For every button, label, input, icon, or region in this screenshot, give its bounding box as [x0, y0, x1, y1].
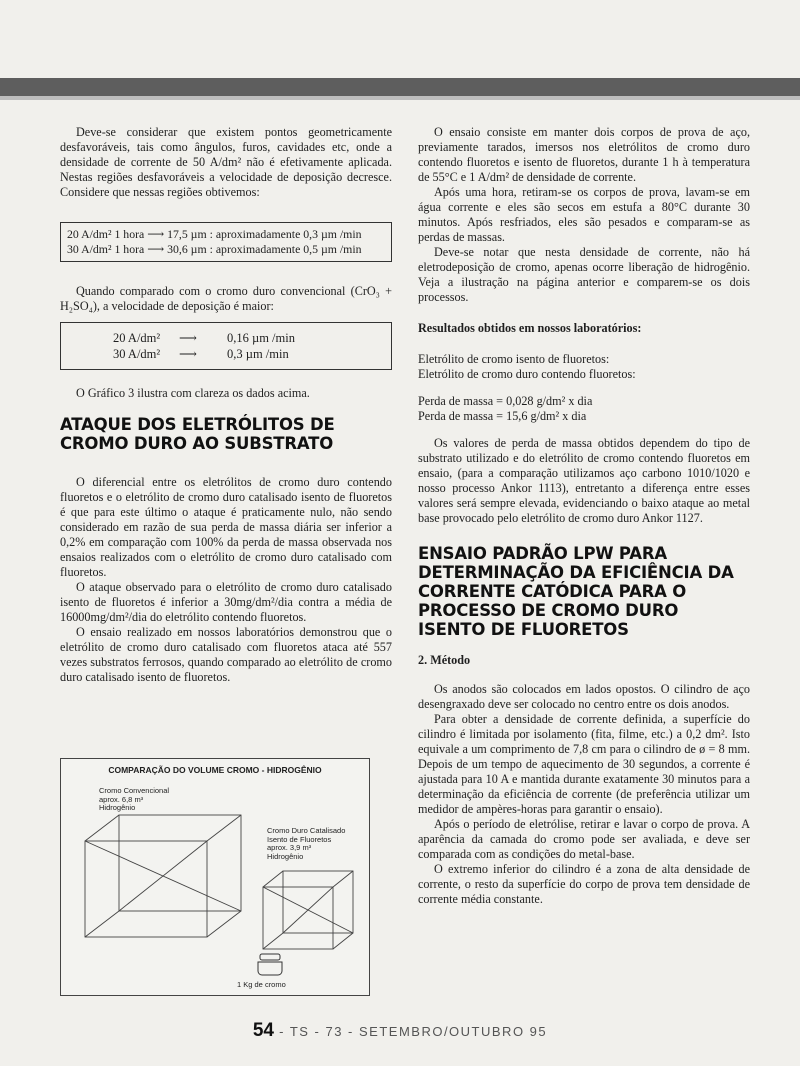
chromium-jar-icon: [258, 954, 282, 975]
paragraph: O ataque observado para o eletrólito de cromo duro catalisado isento de fluoretos é inferior a 30mg/dm²/dia contra a média de 16000mg/dm²/dia do eletrólito contendo fluoretos.: [60, 580, 392, 624]
current-density: 20 A/dm²: [113, 331, 161, 345]
paragraph: Quando comparado com o cromo duro convencional (CrO₃ + H₂SO₄), a velocidade de deposição é maior:: [60, 284, 392, 313]
result-line: Eletrólito de cromo isento de fluoretos:: [418, 352, 610, 366]
label-line: Cromo Duro Catalisado: [267, 826, 346, 835]
subheading: 2. Método: [418, 653, 471, 667]
label-line: Hidrogênio: [267, 851, 304, 861]
paragraph: Para obter a densidade de corrente definida, a superfície do cilindro é limitada por isolamento (fita, filme, etc.) a 0,2 dm². Isto equivale a um comprimento de 7,8 cm para o cilindro de ø = 8 mm. Depois de um tempo de aquecimento de 30 segundos, a corrente é ajustada para 10 A e mantida durante exatamente 30 minutos para a determinação da eficiência de corrente (de preferência utilizar um medidor de ampères-horas para garantir o ensaio).: [418, 712, 750, 816]
box-row: [113, 330, 391, 346]
box-line: 30 A/dm² 1 hora ⟶ 30,6 µm : aproximadamente 0,5 µm /min: [67, 242, 362, 256]
paragraph: O extremo inferior do cilindro é a zona de alta densidade de corrente, o resto da superfície do corpo de prova tem densidade de corrente média constante.: [418, 862, 750, 906]
paragraph: Deve-se considerar que existem pontos geometricamente desfavoráveis, tais como ângulos, furos, cavidades etc, onde a densidade de corrente de 50 A/dm² não é efetivamente aplicada. Nestas regiões desfavoráveis a velocidade de deposição decresce. Considere que nessas regiões obtivemos:: [60, 125, 392, 199]
arrow-icon: ⟶: [179, 331, 197, 345]
paragraph: O Gráfico 3 ilustra com clareza os dados acima.: [76, 386, 310, 400]
header-band: [0, 78, 800, 96]
right-column: [418, 125, 750, 907]
cube-drawing: [61, 759, 369, 995]
paragraph: Os valores de perda de massa obtidos dependem do tipo de substrato utilizado e do eletrólito de cromo contendo fluoretos em ensaio, (para a comparação utilizamos aço carbono 1010/1020 e nosso processo Ankor 1113), entretanto a diferença entre esses valores será sempre elevada, evidenciando o baixo ataque ao metal base provocado pelo eletrólito de cromo duro Ankor 1127.: [418, 436, 750, 525]
section-heading: ENSAIO PADRÃO LPW PARA DETERMINAÇÃO DA EFICIÊNCIA DA CORRENTE CATÓDICA PARA O PROCESSO DE CROMO DURO ISENTO DE FLUORETOS: [418, 544, 734, 639]
label-line: aprox. 3,9 m³: [267, 843, 312, 852]
paragraph: O diferencial entre os eletrólitos de cromo duro contendo fluoretos e o eletrólito de cromo duro catalisado isento de fluoretos é que para este último o ataque é praticamente nulo, não sendo considerado em razão de sua perda de massa diária ser inferior a 0,2% em comparação com 100% da perda de massa observada nos ensaios realizados com o eletrólito de cromo duro catalisado com fluoretos.: [60, 475, 392, 579]
deposition-box-unfavorable: [60, 222, 392, 262]
deposition-box-conventional: [60, 322, 392, 370]
issue-info: - TS - 73 - SETEMBRO/OUTUBRO 95: [274, 1024, 548, 1039]
page-number: 54: [252, 1020, 274, 1041]
section-heading: ATAQUE DOS ELETRÓLITOS DE CROMO DURO AO SUBSTRATO: [60, 415, 335, 453]
paragraph: Os anodos são colocados em lados opostos. O cilindro de aço desengraxado deve ser colocado no centro entre os dois anodos.: [418, 682, 750, 711]
paragraph: Após uma hora, retiram-se os corpos de prova, lavam-se em água corrente e eles são secos em estufa a 80°C durante 30 minutos. Após resfriados, eles são pesados e comparam-se as perdas de massas.: [418, 185, 750, 244]
result-line: Eletrólito de cromo duro contendo fluoretos:: [418, 367, 636, 381]
header-band-shadow: [0, 96, 800, 100]
paragraph: Deve-se notar que nesta densidade de corrente, não há eletrodeposição de cromo, apenas ocorre liberação de hidrogênio. Veja a ilustração na página anterior e comparem-se os dois processos.: [418, 245, 750, 304]
label-line: Hidrogênio: [99, 803, 136, 812]
label-line: Cromo Convencional: [99, 786, 170, 795]
figure-title: COMPARAÇÃO DO VOLUME CROMO - HIDROGÊNIO: [108, 765, 322, 775]
paragraph: O ensaio consiste em manter dois corpos de prova de aço, previamente tarados, imersos nos eletrólitos de cromo duro contendo fluoretos e isento de fluoretos, durante 1 h à temperatura de 55°C e 1 A/dm² de densidade de corrente.: [418, 125, 750, 184]
label-line: Isento de Fluoretos: [267, 834, 332, 844]
paragraph: Após o período de eletrólise, retirar e lavar o corpo de prova. A aparência da camada do cromo pode ser avaliada, e deve ser comparada com as condições do metal-base.: [418, 817, 750, 861]
left-column: [60, 125, 392, 685]
deposition-rate: 0,3 µm /min: [227, 347, 289, 361]
box-row: [113, 346, 391, 362]
result-line: Perda de massa = 0,028 g/dm² x dia: [418, 394, 593, 408]
arrow-icon: ⟶: [179, 347, 197, 361]
result-line: Perda de massa = 15,6 g/dm² x dia: [418, 409, 587, 423]
deposition-rate: 0,16 µm /min: [227, 331, 295, 345]
label-line: aprox. 6,8 m³: [99, 794, 144, 804]
box-line: 20 A/dm² 1 hora ⟶ 17,5 µm : aproximadamente 0,3 µm /min: [67, 227, 362, 241]
results-title: Resultados obtidos em nossos laboratórios:: [418, 321, 642, 335]
current-density: 30 A/dm²: [113, 347, 161, 361]
volume-comparison-figure: [60, 758, 370, 996]
small-cube-icon: [263, 871, 353, 949]
big-cube-icon: [85, 815, 241, 937]
page-footer: [0, 1020, 800, 1042]
jar-label: 1 Kg de cromo: [237, 980, 286, 989]
paragraph: O ensaio realizado em nossos laboratórios demonstrou que o eletrólito de cromo duro catalisado com fluoretos ataca até 557 vezes substratos ferrosos, quando comparado ao eletrólito de cromo duro catalisado isento de fluoretos.: [60, 625, 392, 684]
